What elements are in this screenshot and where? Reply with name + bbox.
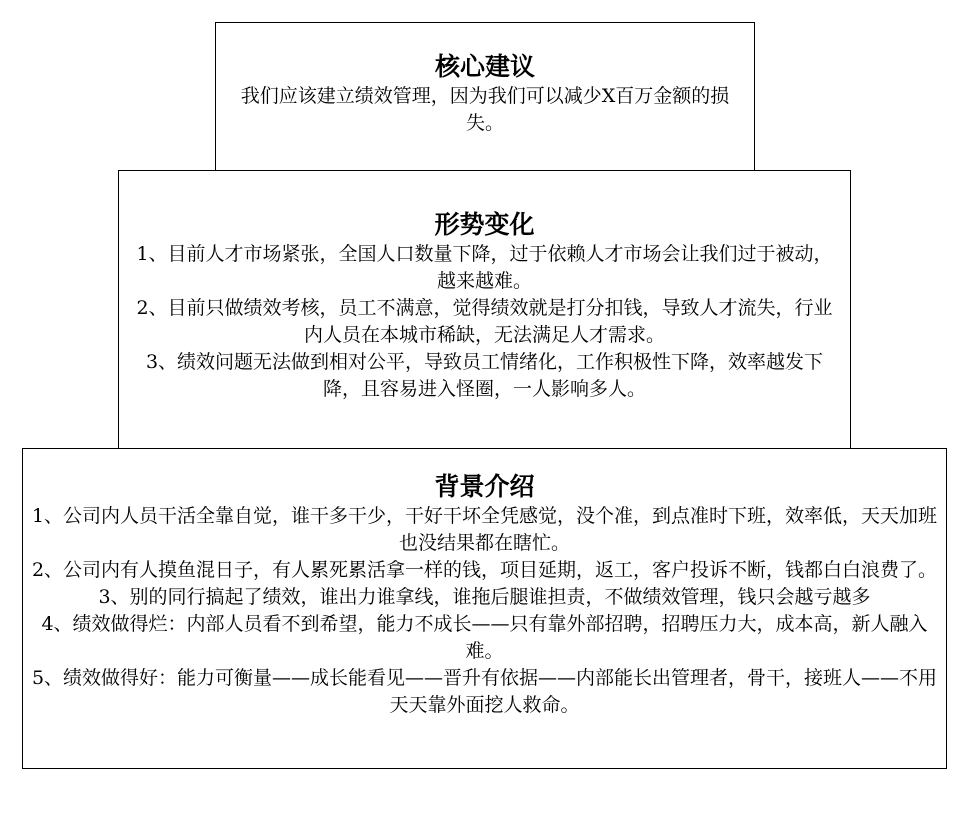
pyramid-bottom-background: [22, 448, 947, 769]
situation-change-item-2: 2、目前只做绩效考核，员工不满意，觉得绩效就是打分扣钱，导致人才流失，行业内人员在本城市稀缺，无法满足人才需求。: [136, 297, 833, 346]
situation-change-item-3: 3、绩效问题无法做到相对公平，导致员工情绪化，工作积极性下降，效率越发下降，且容易进入怪圈，一人影响多人。: [145, 351, 824, 400]
core-recommendation-title: 核心建议: [434, 52, 535, 81]
background-item-4: 4、绩效做得烂：内部人员看不到希望，能力不成长——只有靠外部招聘，招聘压力大，成本高，新人融入难。: [41, 613, 928, 662]
situation-change-title: 形势变化: [434, 210, 535, 239]
pyramid-top-core-recommendation: [215, 22, 755, 172]
pyramid-middle-situation-change: [118, 170, 851, 450]
core-recommendation-text: 我们应该建立绩效管理，因为我们可以减少X百万金额的损失。: [240, 85, 730, 134]
background-item-3: 3、别的同行搞起了绩效，谁出力谁拿线，谁拖后腿谁担责，不做绩效管理，钱只会越亏越多: [98, 586, 871, 608]
background-title: 背景介绍: [434, 472, 535, 501]
situation-change-item-1: 1、目前人才市场紧张，全国人口数量下降，过于依赖人才市场会让我们过于被动，越来越难。: [136, 243, 833, 292]
background-item-2: 2、公司内有人摸鱼混日子，有人累死累活拿一样的钱，项目延期，返工，客户投诉不断，钱都白白浪费了。: [31, 559, 938, 581]
background-item-1: 1、公司内人员干活全靠自觉，谁干多干少，干好干坏全凭感觉，没个准，到点准时下班，效率低，天天加班也没结果都在瞎忙。: [31, 505, 938, 554]
background-item-5: 5、绩效做得好：能力可衡量——成长能看见——晋升有依据——内部能长出管理者，骨干，接班人——不用天天靠外面挖人救命。: [31, 667, 938, 716]
